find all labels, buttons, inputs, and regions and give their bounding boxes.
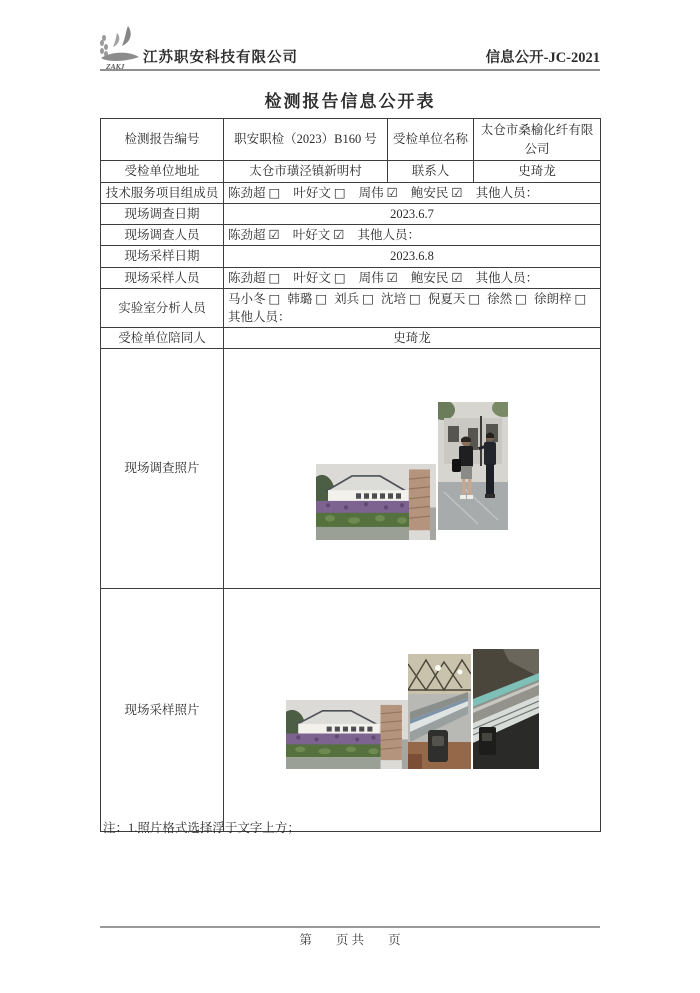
svg-text:ZAKJ: ZAKJ: [106, 62, 125, 71]
staff-member: 周伟 ☑: [358, 269, 398, 285]
unit-name-label: 受检单位名称: [388, 119, 474, 161]
checkbox-icon: □: [268, 185, 281, 200]
row-report-number: [101, 119, 601, 161]
staff-member: 叶好文 ☑: [292, 227, 345, 243]
sampling-photo-workshop-interior: [408, 654, 471, 769]
textile-machine-photo-graphic: [473, 649, 539, 769]
sampling-photo-textile-machine: [473, 649, 539, 769]
sampling-staff-members: [224, 267, 601, 288]
factory-entrance-photo-graphic: [316, 464, 436, 540]
page-number-part: 页 共: [335, 933, 365, 947]
staff-member: 沈培 □: [380, 290, 421, 306]
tech-team-label: 技术服务项目组成员: [101, 183, 224, 204]
staff-member: 鲍安民 ☑: [410, 269, 463, 285]
lab-staff-members: [224, 288, 601, 327]
checkbox-icon: ☑: [386, 269, 398, 285]
sampling-photo-factory-entrance: [286, 700, 408, 769]
survey-photos-area: [224, 349, 601, 589]
checkbox-icon: □: [333, 269, 346, 285]
unit-addr-label: 受检单位地址: [101, 161, 224, 183]
other-staff-label: 其他人员：: [357, 228, 420, 243]
checkbox-icon: ☑: [451, 269, 463, 285]
checkbox-icon: ☑: [386, 185, 398, 200]
row-escort: [101, 327, 601, 348]
footnote: 注：1.照片格式选择浮于文字上方；: [103, 821, 300, 835]
checkbox-icon: □: [468, 290, 481, 306]
doc-code: 信息公开-JC-2021: [485, 50, 600, 66]
unit-addr-value: 太仓市璜泾镇新明村: [224, 161, 388, 183]
row-sampling-staff: [101, 267, 601, 288]
factory-entrance-photo-graphic: [286, 700, 408, 769]
staff-member: 陈劲超 ☑: [228, 227, 280, 243]
row-survey-photos: [101, 349, 601, 589]
row-lab-staff: [101, 288, 601, 327]
sampling-date-value: 2023.6.8: [224, 246, 601, 267]
page-title: 检测报告信息公开表: [264, 92, 436, 111]
staff-member: 陈劲超 □: [228, 269, 281, 285]
escort-value: 史琦龙: [224, 327, 601, 348]
survey-photo-site-visit-people: [438, 402, 508, 530]
survey-photo-factory-entrance: [316, 464, 436, 540]
company-logo: [97, 25, 145, 71]
report-no-value: 职安职检（2023）B160 号: [224, 119, 388, 161]
footer-divider: [100, 926, 600, 928]
row-sampling-photos: [101, 589, 601, 832]
unit-name-value: 太仓市桑榆化纤有限公司: [474, 119, 601, 161]
survey-staff-members: [224, 225, 601, 246]
checkbox-icon: ☑: [268, 227, 280, 243]
workshop-photo-graphic: [408, 654, 471, 769]
checkbox-icon: □: [315, 290, 328, 306]
staff-member: 鲍安民 ☑: [410, 185, 463, 200]
sampling-date-label: 现场采样日期: [101, 246, 224, 267]
page-number-part: 页: [388, 933, 401, 947]
checkbox-icon: □: [333, 185, 346, 200]
survey-date-label: 现场调查日期: [101, 204, 224, 225]
contact-label: 联系人: [388, 161, 474, 183]
survey-date-value: 2023.6.7: [224, 204, 601, 225]
row-survey-staff: [101, 225, 601, 246]
other-staff-label: 其他人员：: [228, 309, 291, 324]
escort-label: 受检单位陪同人: [101, 327, 224, 348]
tech-team-members: [224, 183, 601, 204]
staff-member: 周伟 ☑: [358, 185, 398, 200]
row-survey-date: [101, 204, 601, 225]
sampling-photos-label: 现场采样照片: [101, 589, 224, 832]
survey-staff-label: 现场调查人员: [101, 225, 224, 246]
lab-staff-label: 实验室分析人员: [101, 288, 224, 327]
sampling-photos-area: [224, 589, 601, 832]
checkbox-icon: □: [268, 290, 281, 306]
staff-member: 马小冬 □: [228, 290, 281, 306]
checkbox-icon: ☑: [451, 185, 463, 200]
company-name: 江苏职安科技有限公司: [143, 50, 298, 66]
row-tech-team: [101, 183, 601, 204]
disclosure-form-table: [100, 118, 601, 832]
sampling-staff-label: 现场采样人员: [101, 267, 224, 288]
checkbox-icon: □: [409, 290, 421, 306]
staff-member: 叶好文 □: [293, 185, 346, 200]
contact-value: 史琦龙: [474, 161, 601, 183]
logo-graphic: [97, 25, 145, 71]
staff-member: 刘兵 □: [334, 290, 374, 306]
page-number-part: 第: [299, 933, 312, 947]
staff-member: 叶好文 □: [293, 269, 346, 285]
site-visit-photo-graphic: [438, 402, 508, 530]
checkbox-icon: □: [574, 290, 587, 306]
staff-member: 韩璐 □: [287, 290, 328, 306]
checkbox-icon: □: [268, 269, 281, 285]
page-number-line: [0, 930, 700, 948]
checkbox-icon: ☑: [333, 227, 345, 243]
checkbox-icon: □: [515, 290, 527, 306]
staff-member: 倪夏天 □: [427, 290, 481, 306]
header-divider: [100, 69, 600, 71]
staff-member: 徐然 □: [487, 290, 527, 306]
row-unit-address: [101, 161, 601, 183]
staff-member: 徐朗梓 □: [533, 290, 587, 306]
checkbox-icon: □: [362, 290, 374, 306]
other-staff-label: 其他人员：: [475, 270, 539, 285]
other-staff-label: 其他人员：: [475, 186, 539, 200]
report-no-label: 检测报告编号: [101, 119, 224, 161]
survey-photos-label: 现场调查照片: [101, 349, 224, 589]
staff-member: 陈劲超 □: [228, 185, 281, 200]
row-sampling-date: [101, 246, 601, 267]
